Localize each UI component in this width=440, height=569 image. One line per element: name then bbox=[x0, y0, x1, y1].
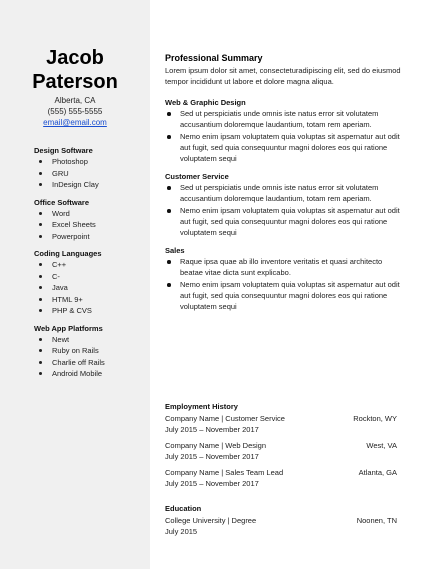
job-role: Company Name | Customer Service bbox=[165, 414, 285, 423]
web-app-platforms-list bbox=[34, 334, 146, 380]
education-dates: July 2015 bbox=[165, 526, 198, 536]
left-sidebar bbox=[0, 0, 150, 569]
list-item: Photoshop bbox=[34, 156, 146, 168]
coding-languages-list bbox=[34, 259, 146, 317]
job-role: Company Name | Web Design bbox=[165, 441, 267, 450]
office-software-list bbox=[34, 208, 146, 243]
sidebar-heading-office: Office Software bbox=[34, 197, 90, 207]
first-name: Jacob bbox=[46, 47, 104, 69]
list-item: Word bbox=[34, 208, 146, 220]
bullet-item: Nemo enim ipsam voluptatem quia voluptas sit aspernatur aut odit aut fugit, sed quia consequuntur magni dolores eos qui ratione voluptatem sequi bbox=[165, 205, 405, 238]
list-item: Newt bbox=[34, 334, 146, 346]
list-item: C++ bbox=[34, 259, 146, 271]
list-item: GRU bbox=[34, 168, 146, 180]
school-degree: College University | Degree bbox=[165, 516, 257, 525]
design-software-list bbox=[34, 156, 146, 191]
employment-history bbox=[165, 402, 397, 495]
main-content bbox=[165, 52, 405, 319]
job-entry bbox=[165, 468, 397, 489]
summary-text: Lorem ipsum dolor sit amet, consecteturadipiscing elit, sed do eiusmod tempor incididunt ut labore et dolore magna aliqua. bbox=[165, 66, 401, 86]
list-item: Ruby on Rails bbox=[34, 345, 146, 357]
list-item: Excel Sheets bbox=[34, 219, 146, 231]
bullet-item: Nemo enim ipsam voluptatem quia voluptas sit aspernatur aut odit aut fugit, sed quia consequuntur magni dolores eos qui ratione voluptatem sequi bbox=[165, 131, 405, 164]
list-item: InDesign Clay bbox=[34, 179, 146, 191]
job-entry bbox=[165, 414, 397, 435]
sidebar-heading-design: Design Software bbox=[34, 146, 93, 155]
job-dates: July 2015 – November 2017 bbox=[165, 451, 259, 461]
education-heading: Education bbox=[165, 504, 202, 513]
skill-heading-web-design: Web & Graphic Design bbox=[165, 98, 246, 107]
summary-heading: Professional Summary bbox=[165, 53, 263, 63]
list-item: C- bbox=[34, 271, 146, 283]
list-item: Charlie off Rails bbox=[34, 357, 146, 369]
list-item: Powerpoint bbox=[34, 231, 146, 243]
skill-heading-sales: Sales bbox=[165, 246, 185, 255]
job-role: Company Name | Sales Team Lead bbox=[165, 468, 284, 477]
bullet-item: Raque ipsa quae ab illo inventore veritatis et quasi architecto beatae vitae dicta sunt explicabo. bbox=[165, 256, 405, 278]
list-item: Android Mobile bbox=[34, 368, 146, 380]
education-section bbox=[165, 504, 397, 543]
job-location: West, VA bbox=[366, 441, 397, 450]
last-name: Paterson bbox=[32, 71, 118, 93]
bullet-item: Sed ut perspiciatis unde omnis iste natus error sit volutatem accusantium doloremque laudantium, totam rem aperiam. bbox=[165, 182, 405, 204]
job-location: Atlanta, GA bbox=[358, 468, 397, 477]
list-item: PHP & CVS bbox=[34, 305, 146, 317]
sales-bullets bbox=[165, 256, 405, 312]
list-item: HTML 9+ bbox=[34, 294, 146, 306]
job-dates: July 2015 – November 2017 bbox=[165, 424, 259, 434]
education-entry bbox=[165, 516, 397, 537]
job-location: Rockton, WY bbox=[353, 414, 397, 423]
list-item: Java bbox=[34, 282, 146, 294]
school-location: Noonen, TN bbox=[356, 516, 397, 525]
email-link[interactable]: email@email.com bbox=[43, 118, 107, 127]
skill-heading-customer-service: Customer Service bbox=[165, 172, 229, 181]
contact-block bbox=[0, 95, 150, 128]
job-dates: July 2015 – November 2017 bbox=[165, 478, 259, 488]
customer-service-bullets bbox=[165, 182, 405, 238]
web-design-bullets bbox=[165, 108, 405, 164]
employment-heading: Employment History bbox=[165, 402, 238, 411]
bullet-item: Sed ut perspiciatis unde omnis iste natus error sit volutatem accusantium doloremque laudantium, totam rem aperiam. bbox=[165, 108, 405, 130]
bullet-item: Nemo enim ipsam voluptatem quia voluptas sit aspernatur aut odit aut fugit, sed quia consequuntur magni dolores eos qui ratione voluptatem sequi bbox=[165, 279, 405, 312]
job-entry bbox=[165, 441, 397, 462]
phone-text: (555) 555-5555 bbox=[47, 107, 103, 116]
sidebar-heading-coding: Coding Languages bbox=[34, 249, 102, 258]
sidebar-heading-platforms: Web App Platforms bbox=[34, 323, 103, 333]
location-text: Alberta, CA bbox=[54, 96, 96, 105]
skills-sidebar bbox=[34, 146, 146, 387]
